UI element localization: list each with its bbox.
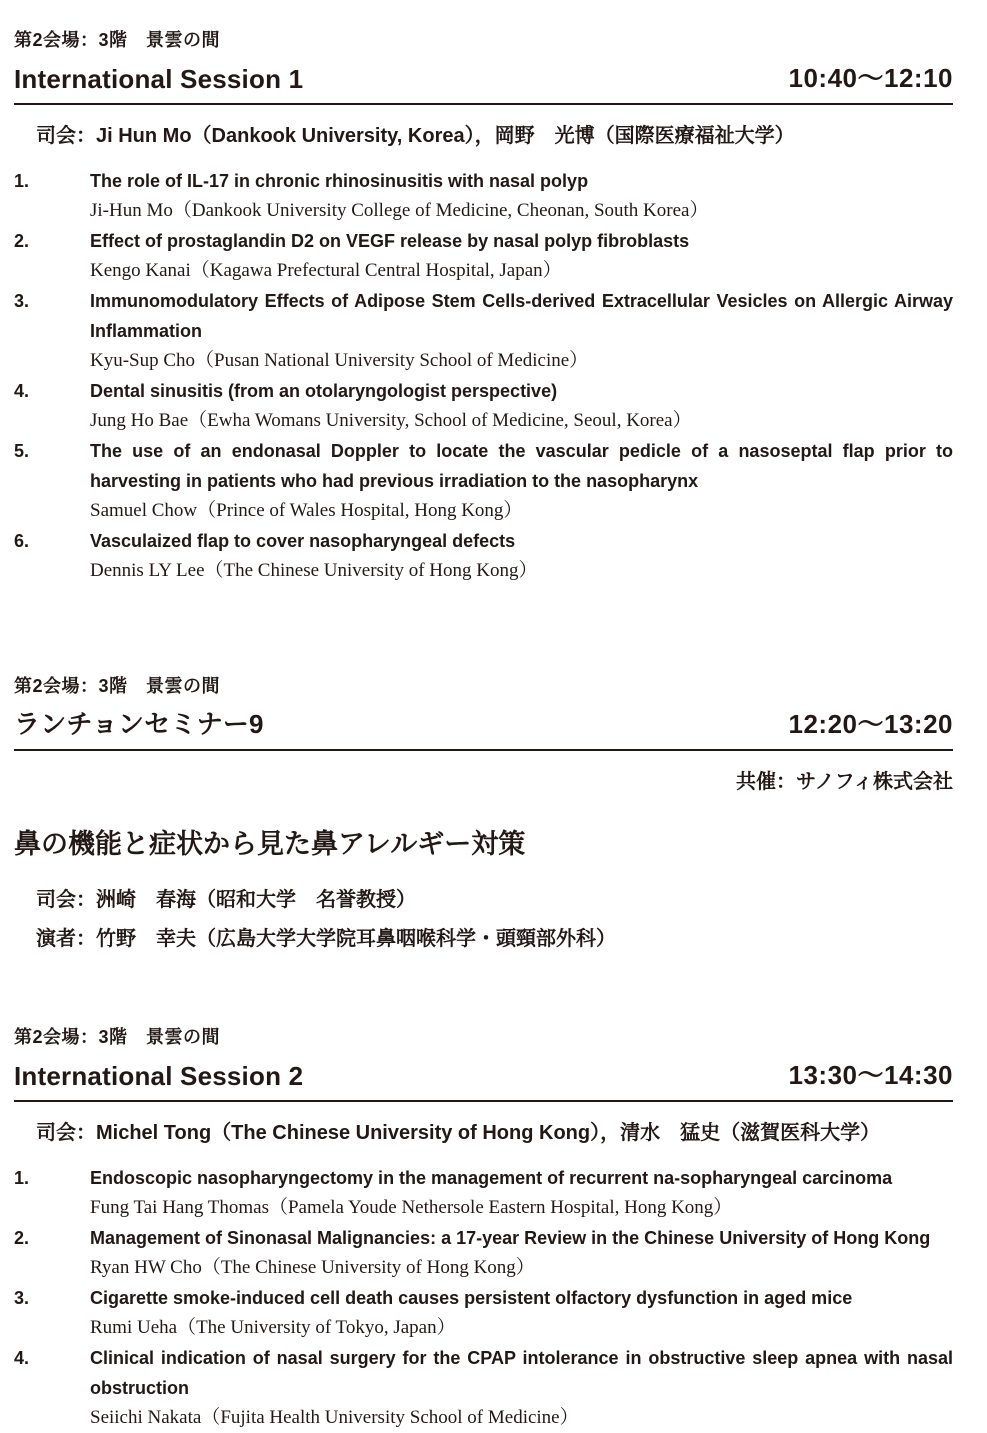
item-title: The role of IL-17 in chronic rhinosinusitis with nasal polyp bbox=[90, 171, 589, 191]
section-international-session-1 bbox=[14, 26, 953, 586]
item-number: 3. bbox=[14, 1288, 30, 1308]
venue-label: 第2会場：3階 景雲の間 bbox=[14, 30, 221, 50]
session-header bbox=[14, 58, 953, 105]
program-item bbox=[14, 1223, 953, 1283]
seminar-chair: 司会：洲崎 春海（昭和大学 名誉教授） bbox=[36, 889, 416, 911]
item-speaker: Kyu-Sup Cho（Pusan National University School of Medicine） bbox=[90, 350, 589, 371]
item-number: 3. bbox=[14, 291, 30, 311]
session-title: International Session 1 bbox=[14, 64, 304, 94]
item-number: 2. bbox=[14, 1228, 30, 1248]
session-chair: 司会：Ji Hun Mo（Dankook University, Korea），岡野 光博（国際医療福祉大学） bbox=[36, 125, 795, 147]
program-item bbox=[14, 526, 953, 586]
item-title: Endoscopic nasopharyngectomy in the management of recurrent na-sopharyngeal carcinoma bbox=[90, 1168, 893, 1188]
item-title: Cigarette smoke-induced cell death causes persistent olfactory dysfunction in aged mice bbox=[90, 1288, 853, 1308]
item-speaker: Ji-Hun Mo（Dankook University College of Medicine, Cheonan, South Korea） bbox=[90, 200, 709, 221]
item-title: The use of an endonasal Doppler to locate the vascular pedicle of a nasoseptal flap prior to harvesting in patients who had previous irradiation to the nasopharynx bbox=[90, 441, 953, 491]
item-speaker: Kengo Kanai（Kagawa Prefectural Central Hospital, Japan） bbox=[90, 260, 562, 281]
program-item bbox=[14, 1283, 953, 1343]
item-title: Clinical indication of nasal surgery for the CPAP intolerance in obstructive sleep apnea with nasal obstruction bbox=[90, 1348, 953, 1398]
venue-label: 第2会場：3階 景雲の間 bbox=[14, 1027, 221, 1047]
program-item bbox=[14, 376, 953, 436]
item-number: 1. bbox=[14, 171, 30, 191]
program-item-list bbox=[14, 1163, 953, 1433]
item-title: Dental sinusitis (from an otolaryngologist perspective) bbox=[90, 381, 558, 401]
item-title: Management of Sinonasal Malignancies: a 17-year Review in the Chinese University of Hong Kong bbox=[90, 1228, 931, 1248]
venue-label: 第2会場：3階 景雲の間 bbox=[14, 676, 221, 696]
program-item bbox=[14, 286, 953, 376]
program-item bbox=[14, 1163, 953, 1223]
item-title: Vasculaized flap to cover nasopharyngeal defects bbox=[90, 531, 516, 551]
item-speaker: Rumi Ueha（The University of Tokyo, Japan） bbox=[90, 1317, 456, 1338]
session-time: 10:40〜12:10 bbox=[788, 63, 953, 93]
session-chair: 司会：Michel Tong（The Chinese University of Hong Kong），清水 猛史（滋賀医科大学） bbox=[36, 1122, 881, 1144]
item-title: Effect of prostaglandin D2 on VEGF release by nasal polyp fibroblasts bbox=[90, 231, 690, 251]
program-item bbox=[14, 226, 953, 286]
seminar-speaker: 演者：竹野 幸夫（広島大学大学院耳鼻咽喉科学・頭頸部外科） bbox=[36, 928, 616, 950]
item-number: 4. bbox=[14, 1348, 30, 1368]
program-item bbox=[14, 166, 953, 226]
session-time: 13:30〜14:30 bbox=[788, 1060, 953, 1090]
section-international-session-2 bbox=[14, 1023, 953, 1433]
item-speaker: Fung Tai Hang Thomas（Pamela Youde Nethersole Eastern Hospital, Hong Kong） bbox=[90, 1197, 733, 1218]
program-item bbox=[14, 436, 953, 526]
item-number: 2. bbox=[14, 231, 30, 251]
item-speaker: Ryan HW Cho（The Chinese University of Hong Kong） bbox=[90, 1257, 535, 1278]
session-header bbox=[14, 1055, 953, 1102]
item-number: 4. bbox=[14, 381, 30, 401]
sponsor-label: 共催：サノフィ株式会社 bbox=[736, 771, 953, 793]
item-number: 5. bbox=[14, 441, 30, 461]
seminar-title: 鼻の機能と症状から見た鼻アレルギー対策 bbox=[14, 829, 526, 859]
item-number: 6. bbox=[14, 531, 30, 551]
item-speaker: Seiichi Nakata（Fujita Health University School of Medicine） bbox=[90, 1407, 579, 1428]
session-header bbox=[14, 704, 953, 751]
item-number: 1. bbox=[14, 1168, 30, 1188]
session-time: 12:20〜13:20 bbox=[788, 709, 953, 739]
item-speaker: Samuel Chow（Prince of Wales Hospital, Hong Kong） bbox=[90, 500, 523, 521]
section-luncheon-seminar-9 bbox=[14, 672, 953, 951]
item-title: Immunomodulatory Effects of Adipose Stem Cells-derived Extracellular Vesicles on Allergic Airway Inflammation bbox=[90, 291, 953, 341]
item-speaker: Dennis LY Lee（The Chinese University of Hong Kong） bbox=[90, 560, 538, 581]
item-speaker: Jung Ho Bae（Ewha Womans University, School of Medicine, Seoul, Korea） bbox=[90, 410, 692, 431]
session-title: ランチョンセミナー9 bbox=[14, 709, 264, 739]
program-item bbox=[14, 1343, 953, 1433]
program-item-list bbox=[14, 166, 953, 586]
session-title: International Session 2 bbox=[14, 1061, 304, 1091]
